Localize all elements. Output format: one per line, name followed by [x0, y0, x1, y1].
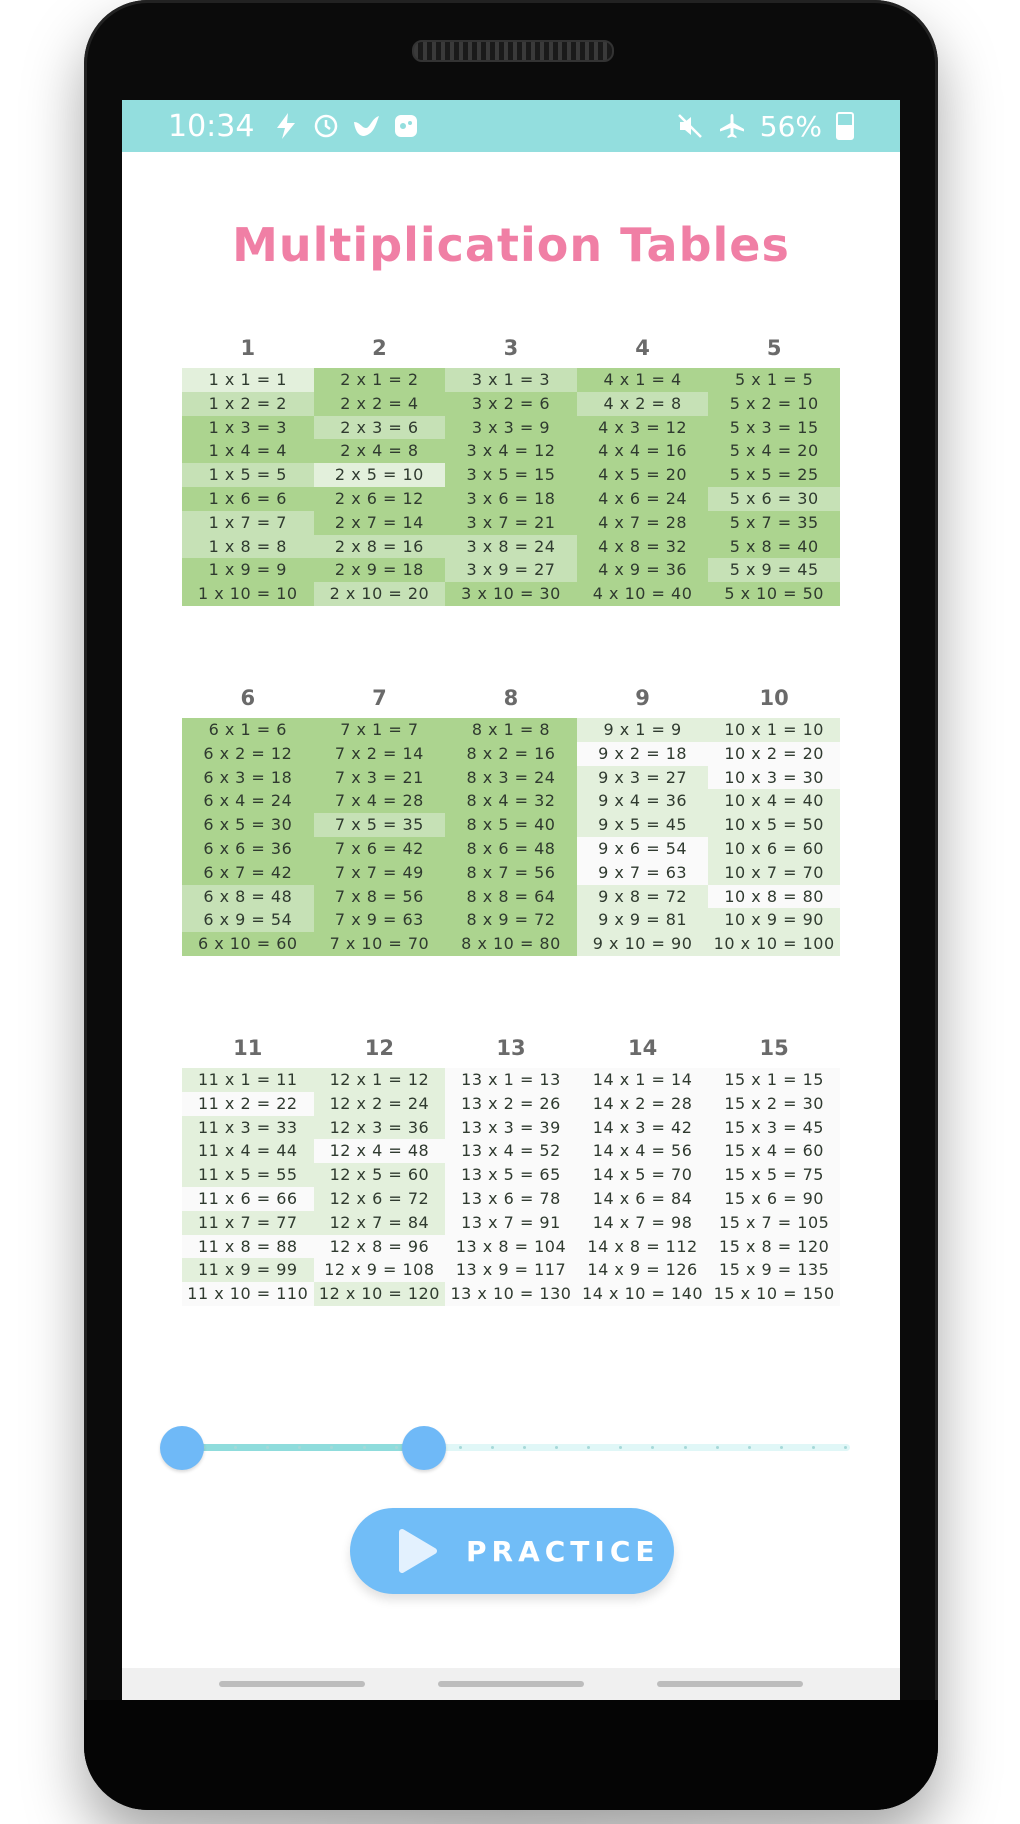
table-cell: 8 x 9 = 72 [445, 908, 577, 932]
table-cell: 13 x 6 = 78 [445, 1187, 577, 1211]
table-cell: 11 x 10 = 110 [182, 1282, 314, 1306]
table-cell: 14 x 6 = 84 [577, 1187, 709, 1211]
table-cell: 5 x 1 = 5 [708, 368, 840, 392]
slider-tick [523, 1446, 526, 1449]
table-cell: 7 x 5 = 35 [314, 813, 446, 837]
table-cell: 9 x 6 = 54 [577, 837, 709, 861]
table-column-4 [577, 368, 709, 606]
table-cell: 13 x 7 = 91 [445, 1211, 577, 1235]
table-cell: 11 x 9 = 99 [182, 1258, 314, 1282]
table-cell: 8 x 10 = 80 [445, 932, 577, 956]
table-cell: 9 x 3 = 27 [577, 766, 709, 790]
table-header-3: 3 [503, 336, 519, 360]
status-icons-right [676, 110, 854, 143]
table-column-8 [445, 718, 577, 956]
table-column-1 [182, 368, 314, 606]
table-cell: 10 x 7 = 70 [708, 861, 840, 885]
bird-icon [352, 112, 380, 140]
slider-tick [780, 1446, 783, 1449]
table-cell: 3 x 5 = 15 [445, 463, 577, 487]
system-nav-bar [122, 1668, 900, 1700]
table-cell: 11 x 2 = 22 [182, 1092, 314, 1116]
table-cell: 2 x 6 = 12 [314, 487, 446, 511]
table-cell: 3 x 6 = 18 [445, 487, 577, 511]
table-cell: 7 x 8 = 56 [314, 885, 446, 909]
table-cell: 14 x 10 = 140 [577, 1282, 709, 1306]
table-cell: 3 x 7 = 21 [445, 511, 577, 535]
table-cell: 9 x 5 = 45 [577, 813, 709, 837]
table-column-3 [445, 368, 577, 606]
table-cell: 14 x 5 = 70 [577, 1163, 709, 1187]
battery-percent: 56% [759, 109, 822, 143]
table-column-13 [445, 1068, 577, 1306]
table-cell: 7 x 4 = 28 [314, 789, 446, 813]
table-cell: 9 x 2 = 18 [577, 742, 709, 766]
table-cell: 8 x 4 = 32 [445, 789, 577, 813]
practice-button[interactable] [350, 1508, 674, 1594]
table-headers [182, 328, 840, 368]
table-header-9: 9 [635, 686, 650, 710]
table-cell: 3 x 2 = 6 [445, 392, 577, 416]
alarm-icon [312, 112, 340, 140]
table-cell: 8 x 5 = 40 [445, 813, 577, 837]
table-cell: 4 x 5 = 20 [577, 463, 709, 487]
table-cell: 9 x 10 = 90 [577, 932, 709, 956]
page-title: Multiplication Tables [232, 218, 790, 272]
app-screen [122, 100, 900, 1700]
table-cell: 6 x 1 = 6 [182, 718, 314, 742]
table-cell: 1 x 3 = 3 [182, 416, 314, 440]
table-cell: 15 x 8 = 120 [708, 1235, 840, 1259]
table-cell: 3 x 10 = 30 [445, 582, 577, 606]
table-cell: 11 x 6 = 66 [182, 1187, 314, 1211]
table-cell: 1 x 10 = 10 [182, 582, 314, 606]
table-cell: 7 x 3 = 21 [314, 766, 446, 790]
table-cell: 11 x 1 = 11 [182, 1068, 314, 1092]
table-cell: 5 x 7 = 35 [708, 511, 840, 535]
table-range-slider[interactable] [160, 1422, 850, 1472]
table-cell: 2 x 9 = 18 [314, 558, 446, 582]
table-cell: 6 x 5 = 30 [182, 813, 314, 837]
table-column-11 [182, 1068, 314, 1306]
table-cell: 15 x 7 = 105 [708, 1211, 840, 1235]
table-cell: 12 x 6 = 72 [314, 1187, 446, 1211]
table-cell: 3 x 9 = 27 [445, 558, 577, 582]
table-cell: 15 x 5 = 75 [708, 1163, 840, 1187]
slider-tick [716, 1446, 719, 1449]
table-cell: 6 x 6 = 36 [182, 837, 314, 861]
table-cell: 13 x 10 = 130 [445, 1282, 577, 1306]
table-cell: 2 x 8 = 16 [314, 535, 446, 559]
table-cell: 1 x 8 = 8 [182, 535, 314, 559]
table-cell: 14 x 1 = 14 [577, 1068, 709, 1092]
table-cell: 12 x 7 = 84 [314, 1211, 446, 1235]
table-cell: 14 x 2 = 28 [577, 1092, 709, 1116]
table-cell: 12 x 3 = 36 [314, 1116, 446, 1140]
table-cell: 4 x 10 = 40 [577, 582, 709, 606]
table-cell: 13 x 4 = 52 [445, 1139, 577, 1163]
phone-chin [84, 1700, 938, 1810]
table-cell: 13 x 1 = 13 [445, 1068, 577, 1092]
table-cell: 4 x 9 = 36 [577, 558, 709, 582]
table-cell: 6 x 2 = 12 [182, 742, 314, 766]
table-cell: 2 x 4 = 8 [314, 439, 446, 463]
table-headers [182, 678, 840, 718]
table-cell: 3 x 3 = 9 [445, 416, 577, 440]
play-icon [394, 1528, 440, 1574]
status-bar [122, 100, 900, 152]
table-header-11: 11 [233, 1036, 263, 1060]
slider-tick [684, 1446, 687, 1449]
table-cell: 1 x 6 = 6 [182, 487, 314, 511]
table-column-5 [708, 368, 840, 606]
table-cell: 2 x 10 = 20 [314, 582, 446, 606]
table-cell: 1 x 5 = 5 [182, 463, 314, 487]
table-cell: 13 x 8 = 104 [445, 1235, 577, 1259]
table-cell: 4 x 7 = 28 [577, 511, 709, 535]
battery-icon [836, 112, 854, 140]
slider-tick [491, 1446, 494, 1449]
table-cell: 13 x 2 = 26 [445, 1092, 577, 1116]
table-cell: 6 x 4 = 24 [182, 789, 314, 813]
table-cell: 10 x 4 = 40 [708, 789, 840, 813]
table-cell: 5 x 3 = 15 [708, 416, 840, 440]
table-cell: 12 x 8 = 96 [314, 1235, 446, 1259]
table-cell: 8 x 7 = 56 [445, 861, 577, 885]
table-cell: 11 x 4 = 44 [182, 1139, 314, 1163]
table-headers [182, 1028, 840, 1068]
table-cell: 14 x 4 = 56 [577, 1139, 709, 1163]
table-header-2: 2 [372, 336, 387, 360]
table-cell: 11 x 5 = 55 [182, 1163, 314, 1187]
table-grid [182, 718, 840, 956]
table-cell: 7 x 9 = 63 [314, 908, 446, 932]
table-cell: 10 x 6 = 60 [708, 837, 840, 861]
table-cell: 1 x 4 = 4 [182, 439, 314, 463]
table-grid [182, 1068, 840, 1306]
table-cell: 4 x 4 = 16 [577, 439, 709, 463]
table-cell: 2 x 1 = 2 [314, 368, 446, 392]
game-icon [392, 112, 420, 140]
table-header-4: 4 [635, 336, 650, 360]
table-cell: 4 x 2 = 8 [577, 392, 709, 416]
table-cell: 12 x 9 = 108 [314, 1258, 446, 1282]
table-cell: 3 x 4 = 12 [445, 439, 577, 463]
practice-label: PRACTICE [466, 1534, 660, 1568]
table-cell: 15 x 3 = 45 [708, 1116, 840, 1140]
table-cell: 10 x 3 = 30 [708, 766, 840, 790]
table-cell: 5 x 8 = 40 [708, 535, 840, 559]
table-cell: 13 x 5 = 65 [445, 1163, 577, 1187]
table-cell: 4 x 6 = 24 [577, 487, 709, 511]
airplane-mode-icon [718, 112, 746, 140]
table-cell: 7 x 7 = 49 [314, 861, 446, 885]
nav-recents-pill[interactable] [657, 1681, 803, 1687]
table-cell: 10 x 9 = 90 [708, 908, 840, 932]
table-cell: 10 x 10 = 100 [708, 932, 840, 956]
table-cell: 3 x 1 = 3 [445, 368, 577, 392]
table-header-5: 5 [766, 336, 782, 360]
table-header-15: 15 [759, 1036, 789, 1060]
slider-thumb-start[interactable] [160, 1426, 204, 1470]
table-cell: 12 x 1 = 12 [314, 1068, 446, 1092]
table-cell: 11 x 3 = 33 [182, 1116, 314, 1140]
table-cell: 4 x 8 = 32 [577, 535, 709, 559]
table-cell: 7 x 2 = 14 [314, 742, 446, 766]
status-time: 10:34 [168, 108, 255, 144]
table-cell: 1 x 9 = 9 [182, 558, 314, 582]
table-cell: 9 x 8 = 72 [577, 885, 709, 909]
table-cell: 14 x 9 = 126 [577, 1258, 709, 1282]
table-cell: 3 x 8 = 24 [445, 535, 577, 559]
table-cell: 4 x 3 = 12 [577, 416, 709, 440]
table-cell: 14 x 3 = 42 [577, 1116, 709, 1140]
table-grid [182, 368, 840, 606]
table-cell: 2 x 7 = 14 [314, 511, 446, 535]
table-cell: 9 x 9 = 81 [577, 908, 709, 932]
table-cell: 12 x 5 = 60 [314, 1163, 446, 1187]
table-cell: 12 x 10 = 120 [314, 1282, 446, 1306]
table-column-10 [708, 718, 840, 956]
table-cell: 15 x 9 = 135 [708, 1258, 840, 1282]
table-cell: 8 x 1 = 8 [445, 718, 577, 742]
table-header-12: 12 [364, 1036, 394, 1060]
table-cell: 6 x 10 = 60 [182, 932, 314, 956]
table-cell: 9 x 4 = 36 [577, 789, 709, 813]
table-cell: 15 x 6 = 90 [708, 1187, 840, 1211]
table-cell: 7 x 6 = 42 [314, 837, 446, 861]
slider-tick [395, 1446, 398, 1449]
table-cell: 5 x 4 = 20 [708, 439, 840, 463]
table-cell: 1 x 1 = 1 [182, 368, 314, 392]
table-cell: 5 x 5 = 25 [708, 463, 840, 487]
table-cell: 15 x 2 = 30 [708, 1092, 840, 1116]
table-cell: 6 x 7 = 42 [182, 861, 314, 885]
table-column-12 [314, 1068, 446, 1306]
table-cell: 1 x 7 = 7 [182, 511, 314, 535]
table-cell: 14 x 7 = 98 [577, 1211, 709, 1235]
table-cell: 9 x 7 = 63 [577, 861, 709, 885]
table-block-3 [182, 1028, 840, 1306]
table-cell: 8 x 8 = 64 [445, 885, 577, 909]
table-cell: 2 x 2 = 4 [314, 392, 446, 416]
table-cell: 12 x 4 = 48 [314, 1139, 446, 1163]
table-column-6 [182, 718, 314, 956]
table-header-7: 7 [372, 686, 387, 710]
earpiece-speaker [412, 40, 614, 62]
table-cell: 10 x 1 = 10 [708, 718, 840, 742]
table-cell: 5 x 9 = 45 [708, 558, 840, 582]
table-cell: 4 x 1 = 4 [577, 368, 709, 392]
nav-home-pill[interactable] [438, 1681, 584, 1687]
table-column-15 [708, 1068, 840, 1306]
table-block-2 [182, 678, 840, 956]
status-icons-left [272, 112, 420, 140]
slider-tick [844, 1446, 847, 1449]
slider-tick [748, 1446, 751, 1449]
table-cell: 6 x 8 = 48 [182, 885, 314, 909]
table-cell: 8 x 3 = 24 [445, 766, 577, 790]
table-header-6: 6 [240, 686, 256, 710]
table-cell: 10 x 8 = 80 [708, 885, 840, 909]
table-cell: 11 x 8 = 88 [182, 1235, 314, 1259]
table-header-10: 10 [759, 686, 789, 710]
table-cell: 8 x 2 = 16 [445, 742, 577, 766]
table-header-8: 8 [503, 686, 519, 710]
slider-tick [363, 1446, 366, 1449]
mute-icon [676, 112, 704, 140]
table-block-1 [182, 328, 840, 606]
table-cell: 10 x 5 = 50 [708, 813, 840, 837]
table-cell: 10 x 2 = 20 [708, 742, 840, 766]
table-cell: 15 x 4 = 60 [708, 1139, 840, 1163]
table-column-14 [577, 1068, 709, 1306]
table-column-2 [314, 368, 446, 606]
table-cell: 7 x 10 = 70 [314, 932, 446, 956]
table-cell: 5 x 6 = 30 [708, 487, 840, 511]
slider-tick [459, 1446, 462, 1449]
table-cell: 13 x 9 = 117 [445, 1258, 577, 1282]
table-cell: 5 x 10 = 50 [708, 582, 840, 606]
table-cell: 11 x 7 = 77 [182, 1211, 314, 1235]
table-column-9 [577, 718, 709, 956]
table-cell: 9 x 1 = 9 [577, 718, 709, 742]
table-cell: 2 x 5 = 10 [314, 463, 446, 487]
flash-icon [272, 112, 300, 140]
table-header-14: 14 [627, 1036, 658, 1060]
table-cell: 2 x 3 = 6 [314, 416, 446, 440]
table-column-7 [314, 718, 446, 956]
table-header-13: 13 [496, 1036, 526, 1060]
table-cell: 7 x 1 = 7 [314, 718, 446, 742]
table-header-1: 1 [240, 336, 256, 360]
table-cell: 5 x 2 = 10 [708, 392, 840, 416]
table-cell: 13 x 3 = 39 [445, 1116, 577, 1140]
table-cell: 6 x 3 = 18 [182, 766, 314, 790]
table-cell: 14 x 8 = 112 [577, 1235, 709, 1259]
table-cell: 6 x 9 = 54 [182, 908, 314, 932]
table-cell: 15 x 10 = 150 [708, 1282, 840, 1306]
slider-tick [812, 1446, 815, 1449]
table-cell: 1 x 2 = 2 [182, 392, 314, 416]
table-cell: 8 x 6 = 48 [445, 837, 577, 861]
table-cell: 12 x 2 = 24 [314, 1092, 446, 1116]
nav-back-pill[interactable] [219, 1681, 365, 1687]
slider-thumb-end[interactable] [402, 1426, 446, 1470]
table-cell: 15 x 1 = 15 [708, 1068, 840, 1092]
